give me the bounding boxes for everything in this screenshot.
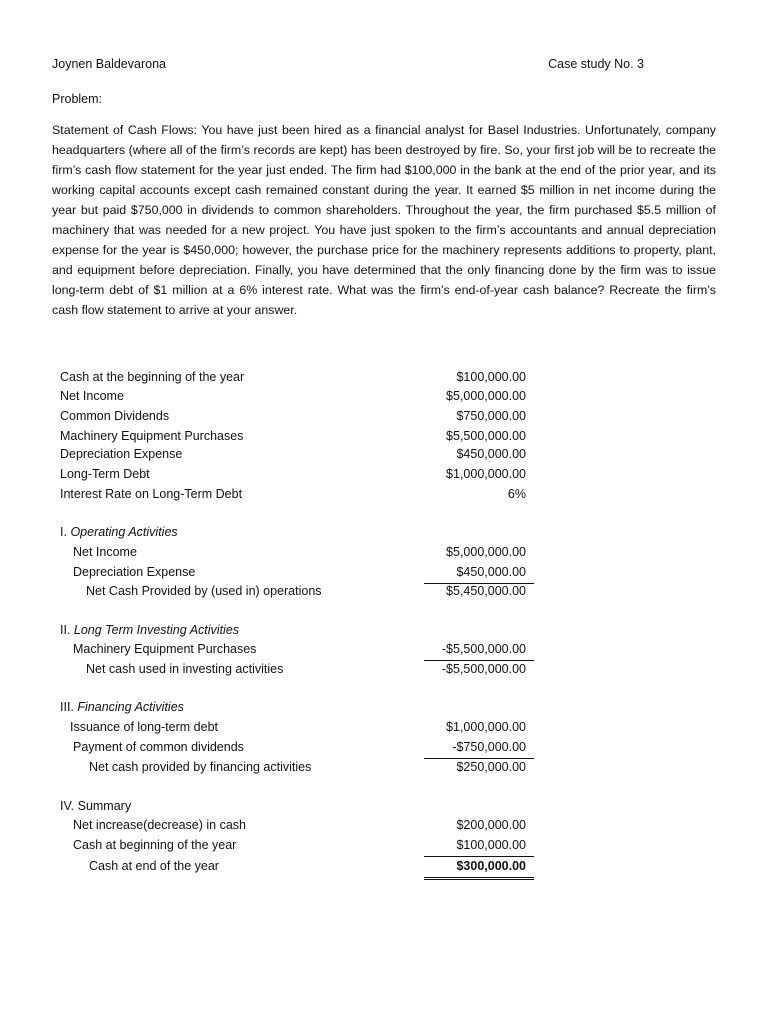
case-study-number: Case study No. 3: [548, 57, 644, 71]
summary-total-row: [0, 859, 768, 877]
operating-item-row: [0, 545, 768, 563]
operating-total-row: [0, 584, 768, 602]
financing-total-row: [0, 760, 768, 778]
section-heading-investing: [0, 623, 768, 641]
problem-statement: Statement of Cash Flows: You have just been hired as a financial analyst for Basel Industries. Unfortunately, company headquarters (where all of the firm’s records are kept) has been destroyed by fire. So, your first job will be to recreate the firm’s cash flow statement for the year just ended. The firm had $100,000 in the bank at the end of the prior year, and its working capital accounts except cash remained constant during the year. It earned $5 million in net income during the year but paid $750,000 in dividends to common shareholders. Throughout the year, the firm purchased $5.5 million of machinery that was needed for a new project. You have just spoken to the firm’s accountants and annual depreciation expense for the year is $450,000; however, the purchase price for the machinery represents additions to property, plant, and equipment before depreciation. Finally, you have determined that the only financing done by the firm was to issue long-term debt of $1 million at a 6% interest rate. What was the firm’s end-of-year cash balance? Recreate the firm’s cash flow statement to arrive at your answer.: [52, 123, 716, 317]
operating-item-row: [0, 565, 768, 583]
given-row: [0, 447, 768, 465]
financing-item-row: [0, 720, 768, 738]
section-number: I.: [60, 525, 67, 539]
given-row: [0, 467, 768, 485]
section-heading-financing: [0, 700, 768, 718]
given-label: Depreciation Expense: [60, 447, 183, 461]
given-row: [0, 389, 768, 407]
investing-item-row: [0, 642, 768, 660]
given-amount: $750,000.00: [456, 409, 526, 423]
summary-item-row: [0, 818, 768, 836]
section-title: Financing Activities: [77, 700, 184, 714]
given-label: Common Dividends: [60, 409, 170, 423]
item-amount: $1,000,000.00: [446, 720, 526, 734]
given-amount: $5,000,000.00: [446, 389, 526, 403]
section-heading-operating: [0, 525, 768, 543]
given-amount: $1,000,000.00: [446, 467, 526, 481]
item-label: Cash at beginning of the year: [73, 838, 237, 852]
given-amount: $100,000.00: [456, 370, 526, 384]
total-amount: $250,000.00: [456, 760, 526, 774]
given-label: Net Income: [60, 389, 124, 403]
item-amount: $200,000.00: [456, 818, 526, 832]
total-amount: -$5,500,000.00: [441, 662, 526, 676]
given-amount: $5,500,000.00: [446, 429, 526, 443]
item-label: Machinery Equipment Purchases: [73, 642, 257, 656]
given-amount: 6%: [507, 487, 526, 501]
given-row: [0, 429, 768, 447]
item-label: Net Income: [73, 545, 137, 559]
item-amount: -$750,000.00: [452, 740, 526, 754]
item-label: Payment of common dividends: [73, 740, 244, 754]
total-label: Net cash provided by financing activities: [89, 760, 312, 774]
total-label: Cash at end of the year: [89, 859, 219, 873]
item-amount: $450,000.00: [456, 565, 526, 579]
given-row: [0, 487, 768, 505]
given-amount: $450,000.00: [456, 447, 526, 461]
given-row: [0, 409, 768, 427]
financing-item-row: [0, 740, 768, 758]
document-header: [52, 57, 644, 73]
problem-heading: Problem:: [52, 92, 103, 106]
section-title: IV. Summary: [60, 799, 132, 813]
summary-item-row: [0, 838, 768, 856]
author-name: Joynen Baldevarona: [52, 57, 166, 71]
section-heading-summary: [0, 799, 768, 817]
given-label: Machinery Equipment Purchases: [60, 429, 244, 443]
total-amount: $300,000.00: [456, 859, 526, 873]
section-number: II.: [60, 623, 71, 637]
given-label: Interest Rate on Long-Term Debt: [60, 487, 243, 501]
item-label: Net increase(decrease) in cash: [73, 818, 246, 832]
item-amount: $5,000,000.00: [446, 545, 526, 559]
given-label: Long-Term Debt: [60, 467, 150, 481]
investing-total-row: [0, 662, 768, 680]
given-row: [0, 370, 768, 388]
section-title: Long Term Investing Activities: [73, 623, 240, 637]
total-label: Net Cash Provided by (used in) operations: [86, 584, 322, 598]
item-label: Issuance of long-term debt: [70, 720, 218, 734]
item-amount: $100,000.00: [456, 838, 526, 852]
given-label: Cash at the beginning of the year: [60, 370, 245, 384]
total-label: Net cash used in investing activities: [86, 662, 284, 676]
section-title: Operating Activities: [70, 525, 178, 539]
item-amount: -$5,500,000.00: [441, 642, 526, 656]
section-number: III.: [60, 700, 74, 714]
item-label: Depreciation Expense: [73, 565, 196, 579]
total-amount: $5,450,000.00: [446, 584, 526, 598]
